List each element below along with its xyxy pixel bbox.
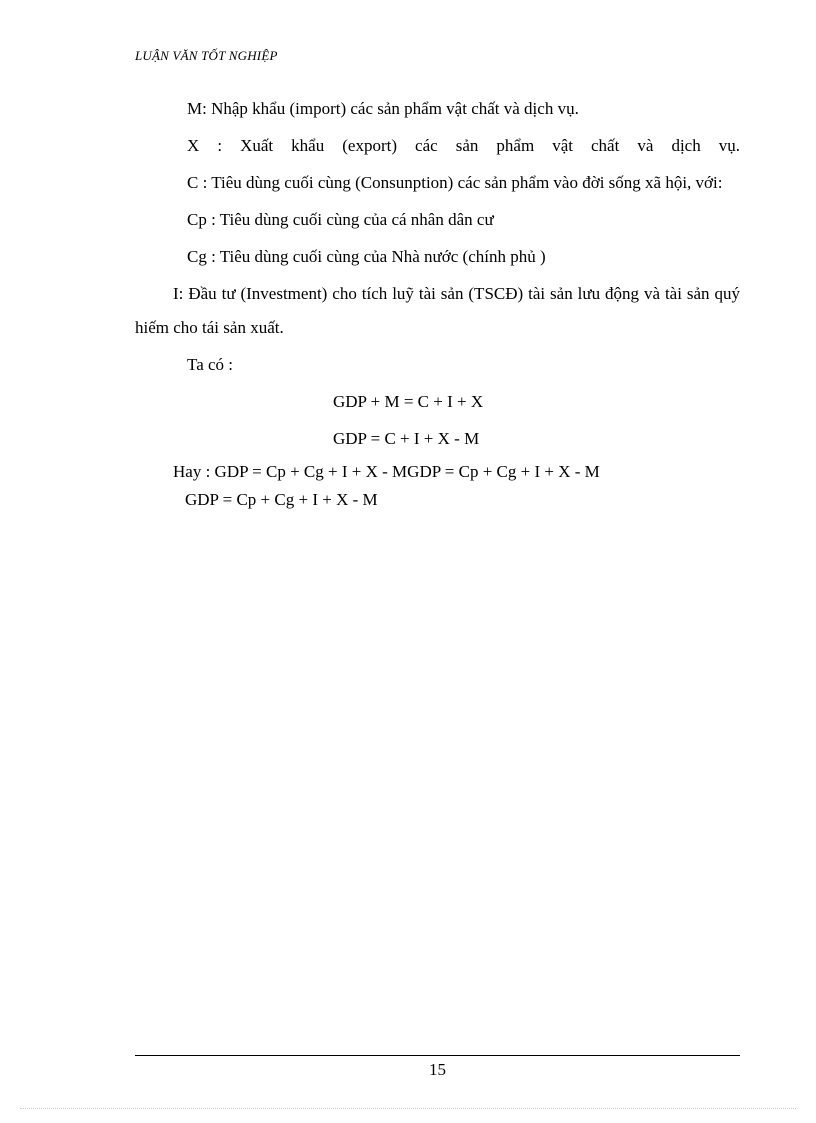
- paragraph-cg: Cg : Tiêu dùng cuối cùng của Nhà nước (chính phủ ): [187, 247, 546, 266]
- formula-gdp-basic: GDP = C + I + X - M: [333, 429, 480, 448]
- paragraph-export: X : Xuất khẩu (export) các sản phẩm vật chất và dịch vụ.: [187, 136, 740, 155]
- document-body: [135, 92, 740, 515]
- paragraph-consumption: C : Tiêu dùng cuối cùng (Consunption) các sản phẩm vào đời sống xã hội, với:: [187, 173, 723, 192]
- paragraph-ta-co: Ta có :: [187, 355, 234, 374]
- paragraph-cp: Cp : Tiêu dùng cuối cùng của cá nhân dân cư: [187, 210, 494, 229]
- paragraph-investment: I: Đầu tư (Investment) cho tích luỹ tài sản (TSCĐ) tài sản lưu động và tài sản quý hiếm cho tái sản xuất.: [135, 284, 740, 337]
- page-bottom-border: [20, 1108, 796, 1109]
- page-header-title: LUẬN VĂN TỐT NGHIỆP: [135, 48, 278, 63]
- formula-hay-line: Hay : GDP = Cp + Cg + I + X - MGDP = Cp + Cg + I + X - M: [173, 462, 600, 481]
- footer-rule: [135, 1055, 740, 1056]
- paragraph-import: M: Nhập khẩu (import) các sản phẩm vật chất và dịch vụ.: [187, 99, 579, 118]
- page-number: 15: [429, 1060, 446, 1079]
- formula-gdp-plus-m: GDP + M = C + I + X: [333, 392, 484, 411]
- formula-gdp-expanded: GDP = Cp + Cg + I + X - M: [185, 490, 378, 509]
